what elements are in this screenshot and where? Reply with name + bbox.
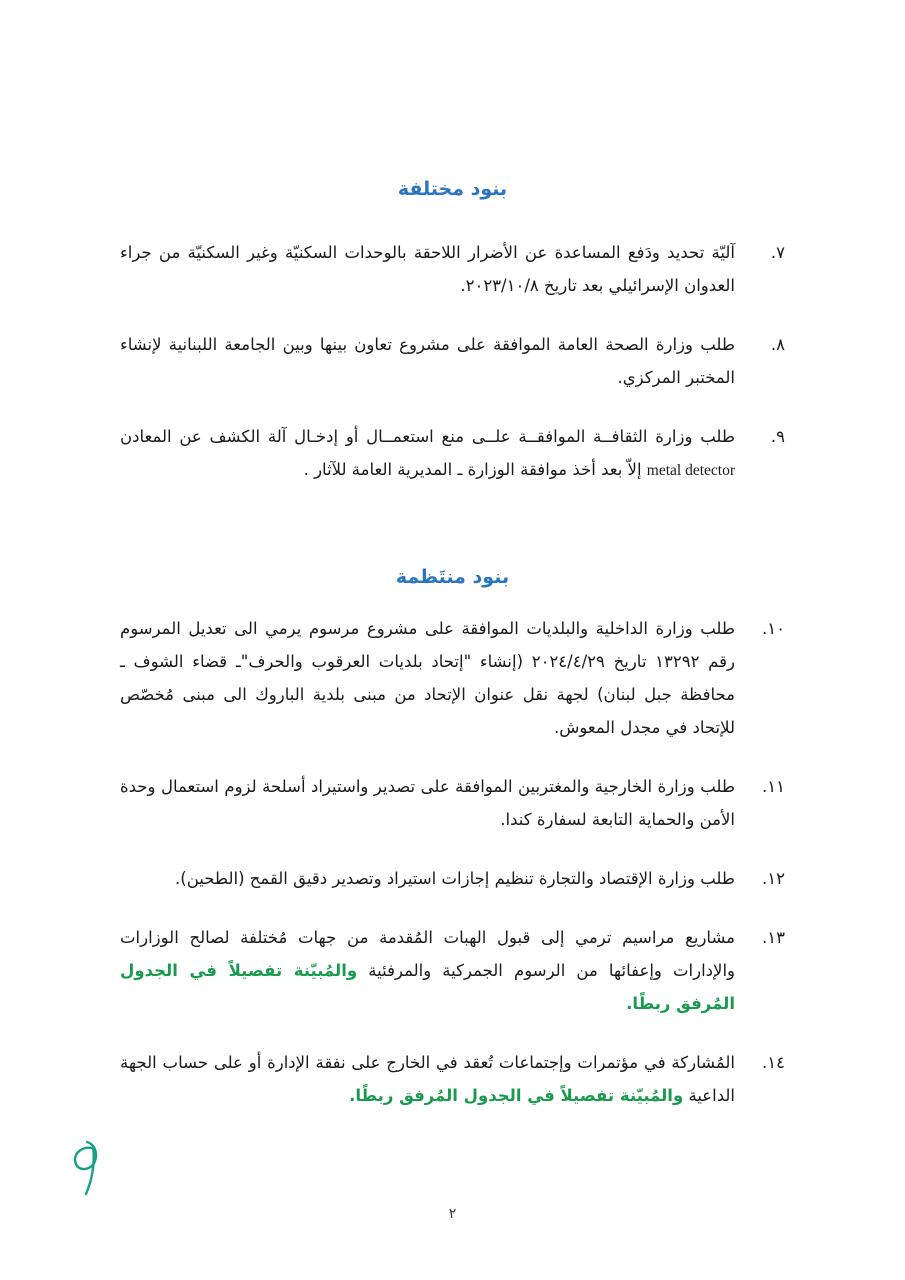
list-item-number: ١٣. — [762, 928, 785, 947]
items-block-regulated — [120, 612, 785, 1138]
list-item-text — [120, 921, 735, 1020]
list-item — [120, 328, 785, 394]
list-item-highlight: والمُبيّنة تفصيلاً في الجدول المُرفق ربطًا. — [120, 961, 735, 1013]
list-item-text: طلب وزارة الداخلية والبلديات الموافقة على مشروع مرسوم يرمي الى تعديل المرسوم رقم ١٣٢٩٢ تاريخ ٢٠٢٤/٤/٢٩ (إنشاء "إتحاد بلديات العرقوب والحرف"ـ قضاء الشوف ـ محافظة جبل لبنان) لجهة نقل عنوان الإتحاد من مبنى بلدية الباروك الى مبنى مُخصّص للإتحاد في مجدل المعوش. — [120, 619, 735, 737]
list-item-text: طلب وزارة الصحة العامة الموافقة على مشروع تعاون بينها وبين الجامعة اللبنانية لإنشاء المختبر المركزي. — [120, 335, 735, 387]
list-item-text — [120, 1046, 735, 1112]
list-item-number: ١١. — [762, 777, 785, 796]
list-item-text-before: المُشاركة في مؤتمرات وإجتماعات تُعقد في الخارج على نفقة الإدارة أو على حساب الجهة الداعية — [120, 1053, 735, 1105]
list-item-text-before: طلب وزارة الثقافــة الموافقــة علــى منع استعمــال أو إدخـال آلة الكشف عن المعادن — [120, 427, 735, 446]
list-item-number: ١٢. — [762, 869, 785, 888]
list-item — [120, 921, 785, 1020]
list-item-text: آليّة تحديد ودَفع المساعدة عن الأضرار اللاحقة بالوحدات السكنيّة وغير السكنيّة من جراء العدوان الإسرائيلي بعد تاريخ ٢٠٢٣/١٠/٨. — [120, 243, 735, 295]
list-item — [120, 770, 785, 836]
section-heading-misc: بنود مختلفة — [397, 178, 508, 200]
signature-mark — [62, 1136, 142, 1206]
section-heading-regulated: بنود منتَظمة — [395, 566, 510, 588]
list-item-number: ١٤. — [762, 1053, 785, 1072]
list-item — [120, 862, 785, 895]
list-item-text — [120, 420, 735, 487]
list-item-latin-term: metal detector — [646, 462, 735, 479]
list-item-number: ٨. — [770, 335, 785, 354]
list-item-number: ٩. — [770, 427, 785, 446]
items-block-misc — [120, 236, 785, 513]
list-item — [120, 420, 785, 487]
list-item-text: طلب وزارة الإقتصاد والتجارة تنظيم إجازات استيراد وتصدير دقيق القمح (الطحين). — [175, 869, 735, 888]
list-item — [120, 612, 785, 744]
list-item-number: ١٠. — [762, 619, 785, 638]
list-item — [120, 236, 785, 302]
list-item-text: طلب وزارة الخارجية والمغتربين الموافقة على تصدير واستيراد أسلحة لزوم استعمال وحدة الأمن والحماية التابعة لسفارة كندا. — [120, 777, 735, 829]
list-item-text-before: مشاريع مراسيم ترمي إلى قبول الهبات المُقدمة من جهات مُختلفة لصالح الوزارات والإدارات وإعفائها من الرسوم الجمركية والمرفئية — [120, 928, 735, 980]
list-item-text-after: إلاّ بعد أخذ موافقة الوزارة ـ المديرية العامة للآثار . — [303, 460, 642, 479]
list-item-number: ٧. — [770, 243, 785, 262]
page-number: ٢ — [448, 1206, 457, 1222]
list-item-highlight: والمُبيّنة تفصيلاً في الجدول المُرفق ربطًا. — [349, 1086, 684, 1105]
list-item — [120, 1046, 785, 1112]
